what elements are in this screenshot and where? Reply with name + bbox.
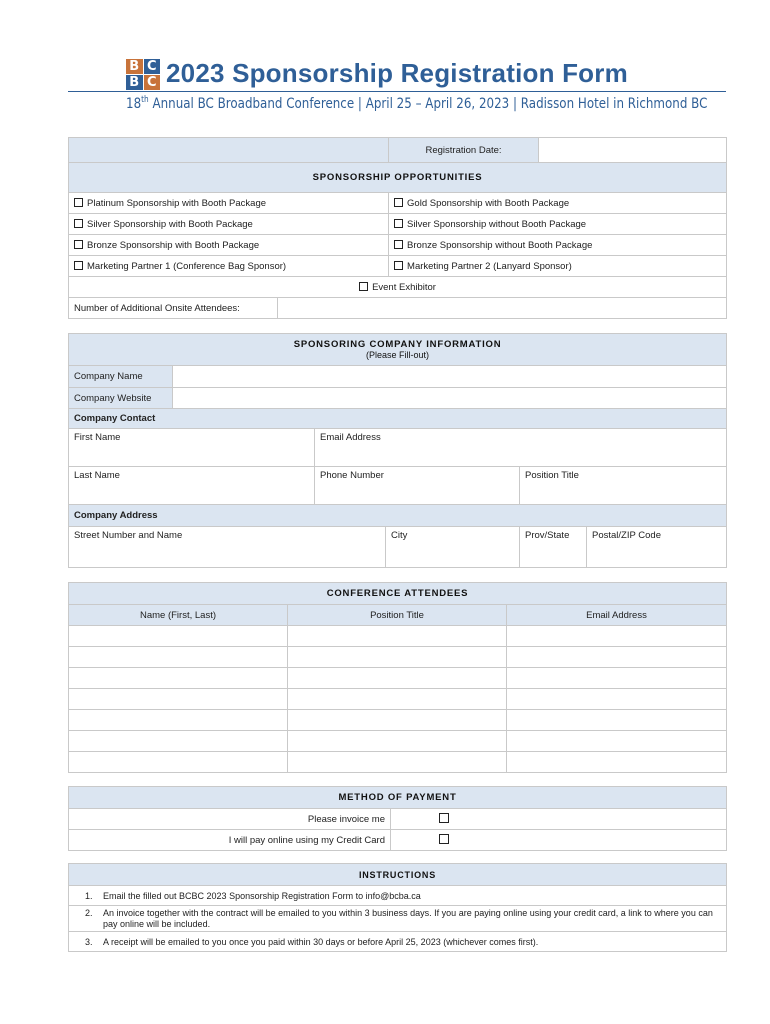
sponsorship-option-gold[interactable]: Gold Sponsorship with Booth Package: [389, 193, 727, 214]
sponsorship-option-marketing-1[interactable]: Marketing Partner 1 (Conference Bag Sponsor): [69, 256, 389, 277]
attendees-heading: CONFERENCE ATTENDEES: [69, 583, 727, 605]
email-field[interactable]: [315, 429, 727, 467]
checkbox[interactable]: [394, 240, 403, 249]
instruction-item: 1. Email the filled out BCBC 2023 Sponsorship Registration Form to info@bcba.ca: [69, 886, 727, 906]
table-row: [69, 731, 727, 752]
email-label: Email Address: [320, 432, 381, 443]
credit-card-option-label: I will pay online using my Credit Card: [69, 830, 391, 851]
attendee-name-cell[interactable]: [69, 710, 288, 731]
payment-heading: METHOD OF PAYMENT: [69, 787, 727, 809]
invoice-option-label: Please invoice me: [69, 809, 391, 830]
instructions-heading: INSTRUCTIONS: [69, 864, 727, 886]
table-row: [69, 689, 727, 710]
invoice-option-cell[interactable]: [391, 809, 727, 830]
company-contact-heading: Company Contact: [69, 409, 727, 429]
date-spacer: [69, 138, 389, 163]
attendee-position-cell[interactable]: [288, 710, 507, 731]
attendee-position-header: Position Title: [288, 605, 507, 626]
checkbox[interactable]: [359, 282, 368, 291]
attendee-name-header: Name (First, Last): [69, 605, 288, 626]
last-name-field[interactable]: [69, 467, 315, 505]
checkbox[interactable]: [394, 261, 403, 270]
company-info-table: [68, 333, 727, 568]
instructions-table: [68, 863, 727, 952]
sponsorship-option-exhibitor[interactable]: Event Exhibitor: [69, 277, 727, 298]
attendee-email-cell[interactable]: [507, 647, 727, 668]
attendee-name-cell[interactable]: [69, 731, 288, 752]
table-row: [69, 710, 727, 731]
city-label: City: [391, 530, 408, 541]
attendee-name-cell[interactable]: [69, 647, 288, 668]
attendee-position-cell[interactable]: [288, 626, 507, 647]
sponsorship-option-silver-booth[interactable]: Silver Sponsorship with Booth Package: [69, 214, 389, 235]
logo-letter: C: [144, 59, 161, 74]
table-row: [69, 647, 727, 668]
company-heading: SPONSORING COMPANY INFORMATION (Please Fill-out): [69, 334, 727, 366]
attendee-email-cell[interactable]: [507, 752, 727, 773]
logo-letter: B: [126, 59, 143, 74]
company-website-label: Company Website: [69, 388, 173, 409]
attendees-table: [68, 582, 727, 773]
logo-letter: B: [126, 75, 143, 90]
attendee-email-cell[interactable]: [507, 689, 727, 710]
first-name-field[interactable]: [69, 429, 315, 467]
credit-card-option-cell[interactable]: [391, 830, 727, 851]
form-subtitle: 18th Annual BC Broadband Conference | April 25 – April 26, 2023 | Radisson Hotel in Richmond BC: [126, 95, 708, 112]
additional-attendees-field[interactable]: [278, 298, 727, 319]
table-row: [69, 668, 727, 689]
attendee-position-cell[interactable]: [288, 668, 507, 689]
company-name-label: Company Name: [69, 366, 173, 388]
first-name-label: First Name: [74, 432, 121, 443]
city-field[interactable]: [386, 527, 520, 568]
bcbc-logo: [126, 59, 160, 90]
sponsorship-heading: SPONSORSHIP OPPORTUNITIES: [69, 163, 727, 193]
instruction-item: 2. An invoice together with the contract will be emailed to you within 3 business days. If you are paying online using your credit card, a link to where you can pay online will be included.: [69, 906, 727, 932]
checkbox[interactable]: [74, 219, 83, 228]
attendee-position-cell[interactable]: [288, 689, 507, 710]
position-field[interactable]: [520, 467, 727, 505]
payment-table: [68, 786, 727, 851]
attendee-name-cell[interactable]: [69, 689, 288, 710]
attendee-name-cell[interactable]: [69, 752, 288, 773]
sponsorship-option-silver[interactable]: Silver Sponsorship without Booth Package: [389, 214, 727, 235]
checkbox[interactable]: [74, 261, 83, 270]
form-title: 2023 Sponsorship Registration Form: [166, 58, 628, 88]
sponsorship-table: [68, 137, 727, 319]
additional-attendees-label: Number of Additional Onsite Attendees:: [69, 298, 278, 319]
sponsorship-option-bronze-booth[interactable]: Bronze Sponsorship with Booth Package: [69, 235, 389, 256]
registration-date-field[interactable]: [539, 138, 727, 163]
phone-label: Phone Number: [320, 470, 384, 481]
attendee-email-header: Email Address: [507, 605, 727, 626]
phone-field[interactable]: [315, 467, 520, 505]
logo-letter: C: [144, 75, 161, 90]
sponsorship-option-platinum[interactable]: Platinum Sponsorship with Booth Package: [69, 193, 389, 214]
checkbox[interactable]: [394, 198, 403, 207]
attendee-position-cell[interactable]: [288, 647, 507, 668]
street-label: Street Number and Name: [74, 530, 183, 541]
invoice-checkbox[interactable]: [439, 813, 449, 823]
company-website-field[interactable]: [173, 388, 727, 409]
sponsorship-option-bronze[interactable]: Bronze Sponsorship without Booth Package: [389, 235, 727, 256]
attendee-email-cell[interactable]: [507, 626, 727, 647]
prov-field[interactable]: [520, 527, 587, 568]
attendee-name-cell[interactable]: [69, 626, 288, 647]
registration-date-label: Registration Date:: [389, 138, 539, 163]
attendee-name-cell[interactable]: [69, 668, 288, 689]
attendee-email-cell[interactable]: [507, 731, 727, 752]
position-label: Position Title: [525, 470, 579, 481]
street-field[interactable]: [69, 527, 386, 568]
zip-field[interactable]: [587, 527, 727, 568]
attendee-email-cell[interactable]: [507, 710, 727, 731]
table-row: [69, 626, 727, 647]
checkbox[interactable]: [74, 198, 83, 207]
checkbox[interactable]: [394, 219, 403, 228]
table-row: [69, 752, 727, 773]
zip-label: Postal/ZIP Code: [592, 530, 662, 541]
sponsorship-option-marketing-2[interactable]: Marketing Partner 2 (Lanyard Sponsor): [389, 256, 727, 277]
title-divider: [68, 91, 726, 92]
prov-label: Prov/State: [525, 530, 570, 541]
attendee-position-cell[interactable]: [288, 731, 507, 752]
instruction-item: 3. A receipt will be emailed to you once you paid within 30 days or before April 25, 2023 (whichever comes first).: [69, 932, 727, 952]
company-name-field[interactable]: [173, 366, 727, 388]
company-subheading: (Please Fill-out): [366, 350, 430, 360]
attendee-position-cell[interactable]: [288, 752, 507, 773]
checkbox[interactable]: [74, 240, 83, 249]
attendee-email-cell[interactable]: [507, 668, 727, 689]
credit-card-checkbox[interactable]: [439, 834, 449, 844]
last-name-label: Last Name: [74, 470, 120, 481]
company-address-heading: Company Address: [69, 505, 727, 527]
